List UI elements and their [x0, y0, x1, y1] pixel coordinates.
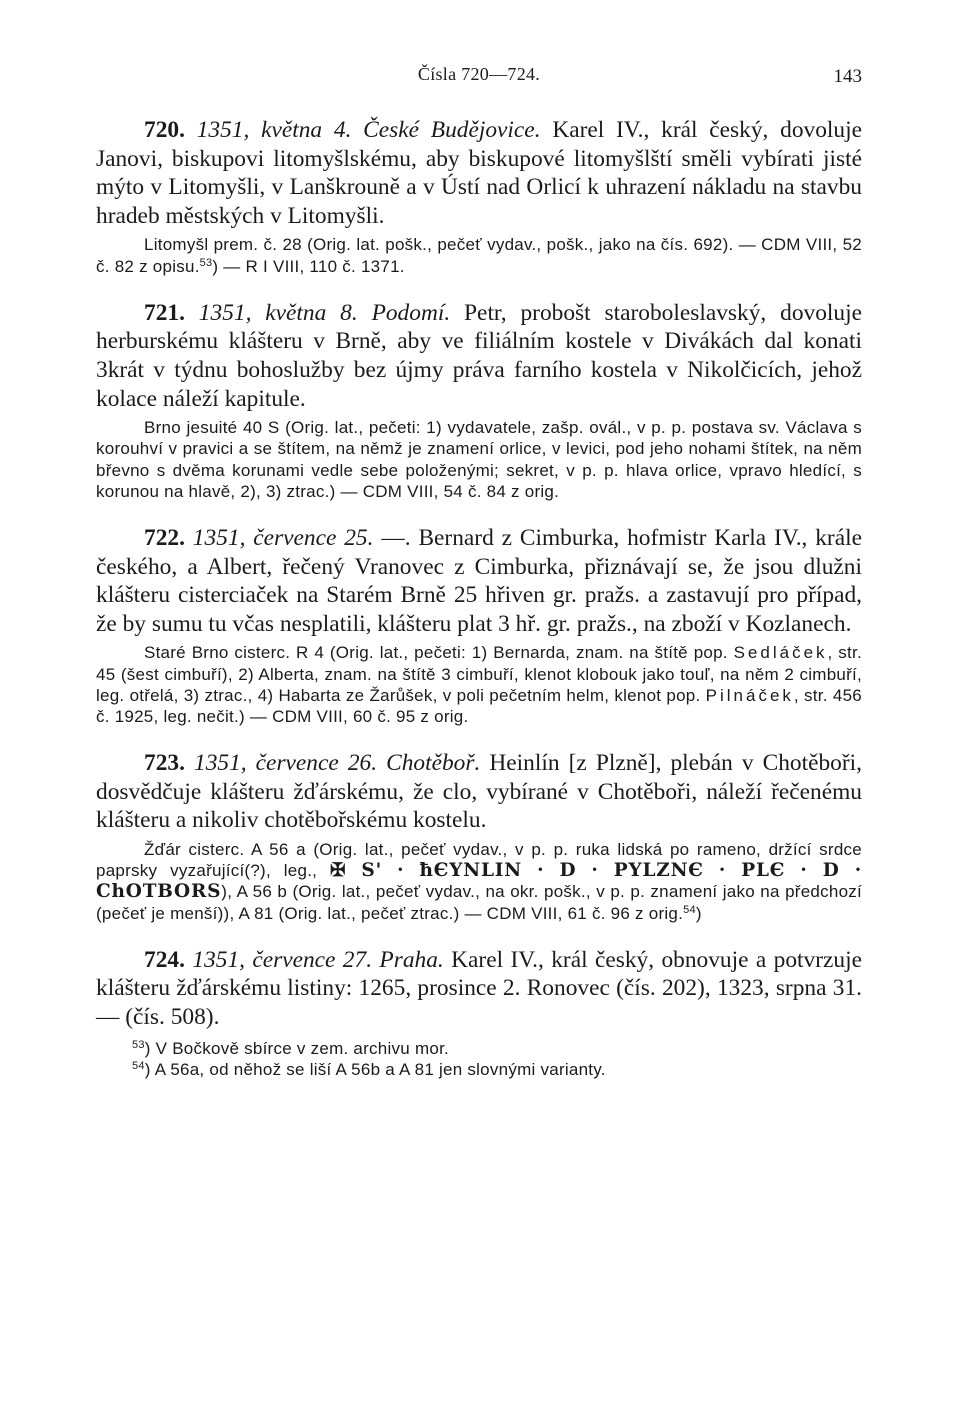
- footnote: [96, 1059, 862, 1080]
- entry-body: Karel IV., král český, obnovuje a potvrzuje klášteru žďárskému listiny: 1265, prosince 2. Ronovec (čís. 202), 1323, srpna 31. — (čís. 508).: [96, 946, 862, 1030]
- footnote-text: ) V Bočkově sbírce v zem. archivu mor.: [144, 1038, 450, 1058]
- source-text: , str. 456 č. 1925, leg. nečit.) — CDM VIII, 60 č. 95 z orig.: [96, 685, 862, 726]
- source-text: Litomyšl prem. č. 28 (Orig. lat. pošk., pečeť vydav., pošk., jako na čís. 692). — CDM VIII, 52 č. 82 z opisu.: [96, 235, 862, 276]
- footnotes: [96, 1038, 862, 1080]
- entry-number: 722.: [144, 524, 185, 551]
- entry-number: 721.: [144, 299, 185, 326]
- source-text: , str. 45 (šest cimbuří), 2) Alberta, znam. na štítě 3 cimbuří, klenot klobouk jako touľ, na něm 2 cimbuří, leg. otřelá, 3) ztrac., 4) Habarta ze Žarůšek, v poli pečetním helm, klenot pop.: [96, 643, 862, 705]
- entry-number: 720.: [144, 117, 185, 143]
- source-text: ): [695, 903, 702, 923]
- entry-date: 1351, července 27. Praha.: [192, 946, 444, 973]
- regest-text: [96, 299, 862, 413]
- page-header: [96, 60, 862, 94]
- source-text: ), A 56 b (Orig. lat., pečeť vydav., na okr. pošk., v p. p. znamení jako na předchozí (pečeť je menší)), A 81 (Orig. lat., pečeť ztrac.) — CDM VIII, 61 č. 96 z orig.: [96, 882, 862, 923]
- cited-author: Sedláček: [733, 643, 828, 663]
- document-page: [96, 60, 862, 1080]
- regest-text: [96, 749, 862, 835]
- regest-text: [96, 524, 862, 638]
- entry-date: 1351, července 25.: [192, 524, 374, 551]
- source-text: Žďár cisterc. A 56 a (Orig. lat., pečeť vydav., v p. p. ruka lidská po rameno, držící srdce paprsky vyzařující(?), leg.,: [96, 839, 862, 881]
- running-title: Čísla 720—724.: [417, 64, 541, 84]
- entry-dash: —.: [381, 524, 411, 551]
- source-text: ) — R I VIII, 110 č. 1371.: [212, 256, 405, 276]
- seal-legend: ✠ S' · ħЄYNLIN · D · PYLZNЄ · PLЄ · D · ChOTBORS: [96, 860, 862, 903]
- entry-number: 723.: [144, 750, 185, 777]
- footnote-ref: 53: [199, 256, 213, 269]
- footnote-ref: 54: [683, 903, 696, 916]
- source-note: [96, 642, 862, 727]
- source-note: [96, 234, 862, 276]
- entry-body: Bernard z Cimburka, hofmistr Karla IV., krále českého, a Albert, řečený Vranovec z Cimburka, přiznávají se, že jsou dlužni klášteru cisterciaček na Starém Brně 25 hřiven gr. pražs. a zastavují pro případ, že by sumu tu včas nesplatili, klášteru plat 3 hř. gr. pražs., na zboží v Kozlanech.: [96, 524, 862, 637]
- entry-723: [96, 749, 862, 924]
- regest-text: [96, 116, 862, 230]
- entry-721: [96, 299, 862, 502]
- cited-author: Pilnáček: [705, 685, 794, 705]
- entry-body: Heinlín [z Plzně], plebán v Chotěboři, dosvědčuje klášteru žďárskému, že clo, vybírané v Chotěboři, náleží řečenému klášteru a nikoliv chotěbořskému kostelu.: [96, 750, 863, 834]
- entry-date: 1351, května 4. České Budějovice.: [196, 117, 541, 143]
- regest-text: [96, 946, 862, 1032]
- entry-body: Petr, probošt staroboleslavský, dovoluje herburskému klášteru v Brně, aby ve filiálním kostele v Divákách dal konati 3krát v týdnu bohoslužby bez újmy práva farního kostela v Nikolčicích, jehož kolace náleží kapitule.: [96, 299, 862, 412]
- entry-body: Karel IV., král český, dovoluje Janovi, biskupovi litomyšlskému, aby biskupové litomyšlští směli vybírati jisté mýto v Litomyšli, v Lanškrouně a v Ústí nad Orlicí k uhrazení nákladu na stavbu hradeb městských v Litomyšli.: [96, 117, 862, 229]
- entry-number: 724.: [144, 946, 185, 973]
- entry-724: [96, 946, 862, 1032]
- footnote: [96, 1038, 862, 1059]
- page-number: 143: [833, 66, 862, 87]
- entry-date: 1351, května 8. Podomí.: [198, 299, 451, 326]
- entry-date: 1351, července 26. Chotěboř.: [194, 750, 481, 777]
- footnote-mark: 53: [132, 1038, 145, 1051]
- source-note: Brno jesuité 40 S (Orig. lat., pečeti: 1) vydavatele, zašp. ovál., v p. p. postava sv. Václava s korouhví v pravici a se štítem, na němž je znamení orlice, v levici, pod jeho nohami štítek, na něm břevno s dvěma korunami vedle sebe položenými; sekret, v p. p. hlava orlice, vpravo hledící, s korunou na hlavě, 2), 3) ztrac.) — CDM VIII, 54 č. 84 z orig.: [96, 418, 862, 501]
- source-note: [96, 839, 862, 924]
- footnote-mark: 54: [132, 1059, 145, 1072]
- entry-720: [96, 116, 862, 277]
- entry-722: [96, 524, 862, 727]
- footnote-text: ) A 56a, od něhož se liší A 56b a A 81 jen slovnými varianty.: [144, 1059, 606, 1079]
- source-text: Staré Brno cisterc. R 4 (Orig. lat., pečeti: 1) Bernarda, znam. na štítě pop.: [144, 643, 734, 663]
